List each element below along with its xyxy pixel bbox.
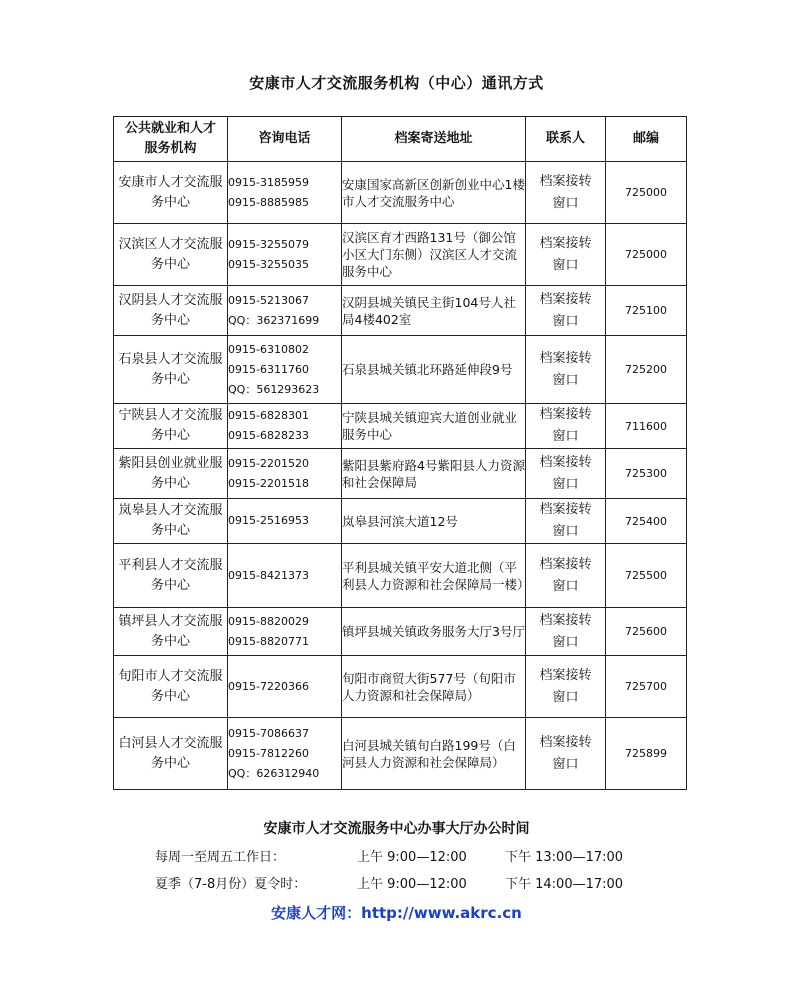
hours-afternoon: 下午 14:00—17:00 xyxy=(505,877,624,892)
phone-number: 0915-8885985 xyxy=(228,195,309,209)
cell-phone xyxy=(228,224,342,286)
cell-phone xyxy=(228,449,342,499)
table-row xyxy=(114,449,687,499)
cell-contact: 档案接转窗口 xyxy=(526,499,606,544)
cell-org: 安康市人才交流服务中心 xyxy=(114,162,228,224)
phone-number: 0915-2201520 xyxy=(228,456,309,470)
cell-contact: 档案接转窗口 xyxy=(526,162,606,224)
cell-contact: 档案接转窗口 xyxy=(526,449,606,499)
table-row xyxy=(114,544,687,608)
table-row xyxy=(114,224,687,286)
hours-morning: 上午 9:00—12:00 xyxy=(357,850,467,865)
cell-org: 岚皋县人才交流服务中心 xyxy=(114,499,228,544)
cell-zip: 725899 xyxy=(606,718,687,790)
hours-afternoon: 下午 13:00—17:00 xyxy=(505,850,624,865)
cell-org: 镇坪县人才交流服务中心 xyxy=(114,608,228,656)
table-row xyxy=(114,608,687,656)
cell-address: 岚皋县河滨大道12号 xyxy=(342,499,526,544)
phone-number: 0915-7220366 xyxy=(228,679,309,693)
document-title: 安康市人才交流服务机构（中心）通讯方式 xyxy=(249,74,544,92)
cell-zip: 725400 xyxy=(606,499,687,544)
table-row xyxy=(114,336,687,404)
phone-number: QQ：626312940 xyxy=(228,766,320,780)
table-row xyxy=(114,718,687,790)
cell-zip: 725100 xyxy=(606,286,687,336)
cell-phone xyxy=(228,162,342,224)
contact-table xyxy=(113,116,687,790)
cell-phone xyxy=(228,404,342,449)
header-phone: 咨询电话 xyxy=(228,117,342,162)
phone-number: 0915-5213067 xyxy=(228,293,309,307)
cell-phone xyxy=(228,718,342,790)
phone-number: 0915-3255079 xyxy=(228,237,309,251)
table-row xyxy=(114,404,687,449)
cell-zip: 725500 xyxy=(606,544,687,608)
cell-phone xyxy=(228,656,342,718)
cell-contact: 档案接转窗口 xyxy=(526,718,606,790)
cell-org: 旬阳市人才交流服务中心 xyxy=(114,656,228,718)
cell-contact: 档案接转窗口 xyxy=(526,608,606,656)
website-link[interactable]: 安康人才网：http://www.akrc.cn xyxy=(271,904,522,922)
cell-zip: 725200 xyxy=(606,336,687,404)
header-org: 公共就业和人才服务机构 xyxy=(114,117,228,162)
cell-address: 石泉县城关镇北环路延伸段9号 xyxy=(342,336,526,404)
cell-address: 镇坪县城关镇政务服务大厅3号厅 xyxy=(342,608,526,656)
cell-phone xyxy=(228,608,342,656)
phone-number: 0915-2516953 xyxy=(228,514,309,527)
table-row xyxy=(114,656,687,718)
table-row xyxy=(114,286,687,336)
cell-zip: 725000 xyxy=(606,162,687,224)
cell-address: 宁陕县城关镇迎宾大道创业就业服务中心 xyxy=(342,404,526,449)
cell-zip: 725700 xyxy=(606,656,687,718)
hours-title: 安康市人才交流服务中心办事大厅办公时间 xyxy=(263,821,530,837)
table-row xyxy=(114,499,687,544)
cell-contact: 档案接转窗口 xyxy=(526,224,606,286)
cell-zip: 725300 xyxy=(606,449,687,499)
cell-zip: 711600 xyxy=(606,404,687,449)
cell-org: 汉滨区人才交流服务中心 xyxy=(114,224,228,286)
cell-address: 紫阳县紫府路4号紫阳县人力资源和社会保障局 xyxy=(342,449,526,499)
cell-org: 白河县人才交流服务中心 xyxy=(114,718,228,790)
cell-address: 平利县城关镇平安大道北侧（平利县人力资源和社会保障局一楼） xyxy=(342,544,526,608)
cell-address: 汉滨区育才西路131号（御公馆小区大门东侧）汉滨区人才交流服务中心 xyxy=(342,224,526,286)
cell-org: 汉阴县人才交流服务中心 xyxy=(114,286,228,336)
phone-number: 0915-8820029 xyxy=(228,614,309,628)
phone-number: QQ：561293623 xyxy=(228,382,320,396)
table-header-row xyxy=(114,117,687,162)
phone-number: 0915-6828301 xyxy=(228,409,309,422)
cell-contact: 档案接转窗口 xyxy=(526,544,606,608)
cell-org: 平利县人才交流服务中心 xyxy=(114,544,228,608)
cell-contact: 档案接转窗口 xyxy=(526,336,606,404)
cell-org: 石泉县人才交流服务中心 xyxy=(114,336,228,404)
cell-org: 宁陕县人才交流服务中心 xyxy=(114,404,228,449)
cell-phone xyxy=(228,544,342,608)
phone-number: 0915-8421373 xyxy=(228,568,309,582)
cell-org: 紫阳县创业就业服务中心 xyxy=(114,449,228,499)
cell-address: 旬阳市商贸大街577号（旬阳市人力资源和社会保障局） xyxy=(342,656,526,718)
phone-number: 0915-6828233 xyxy=(228,429,309,442)
table-body xyxy=(114,162,687,790)
cell-phone xyxy=(228,286,342,336)
phone-number: 0915-2201518 xyxy=(228,476,309,490)
hours-label: 夏季（7-8月份）夏令时： xyxy=(155,877,307,892)
header-zip: 邮编 xyxy=(606,117,687,162)
cell-address: 汉阴县城关镇民主街104号人社局4楼402室 xyxy=(342,286,526,336)
phone-number: 0915-7812260 xyxy=(228,746,309,760)
cell-contact: 档案接转窗口 xyxy=(526,286,606,336)
phone-number: 0915-3185959 xyxy=(228,175,309,189)
cell-contact: 档案接转窗口 xyxy=(526,404,606,449)
header-address: 档案寄送地址 xyxy=(342,117,526,162)
phone-number: 0915-7086637 xyxy=(228,726,309,740)
cell-zip: 725000 xyxy=(606,224,687,286)
phone-number: QQ：362371699 xyxy=(228,313,320,327)
hours-morning: 上午 9:00—12:00 xyxy=(357,877,467,892)
cell-address: 安康国家高新区创新创业中心1楼 市人才交流服务中心 xyxy=(342,162,526,224)
table-row xyxy=(114,162,687,224)
cell-address: 白河县城关镇旬白路199号（白河县人力资源和社会保障局） xyxy=(342,718,526,790)
cell-contact: 档案接转窗口 xyxy=(526,656,606,718)
cell-zip: 725600 xyxy=(606,608,687,656)
cell-phone xyxy=(228,336,342,404)
phone-number: 0915-6311760 xyxy=(228,362,309,376)
phone-number: 0915-6310802 xyxy=(228,342,309,356)
hours-label: 每周一至周五工作日： xyxy=(155,850,286,865)
header-contact: 联系人 xyxy=(526,117,606,162)
phone-number: 0915-3255035 xyxy=(228,257,309,271)
phone-number: 0915-8820771 xyxy=(228,634,309,648)
cell-phone xyxy=(228,499,342,544)
